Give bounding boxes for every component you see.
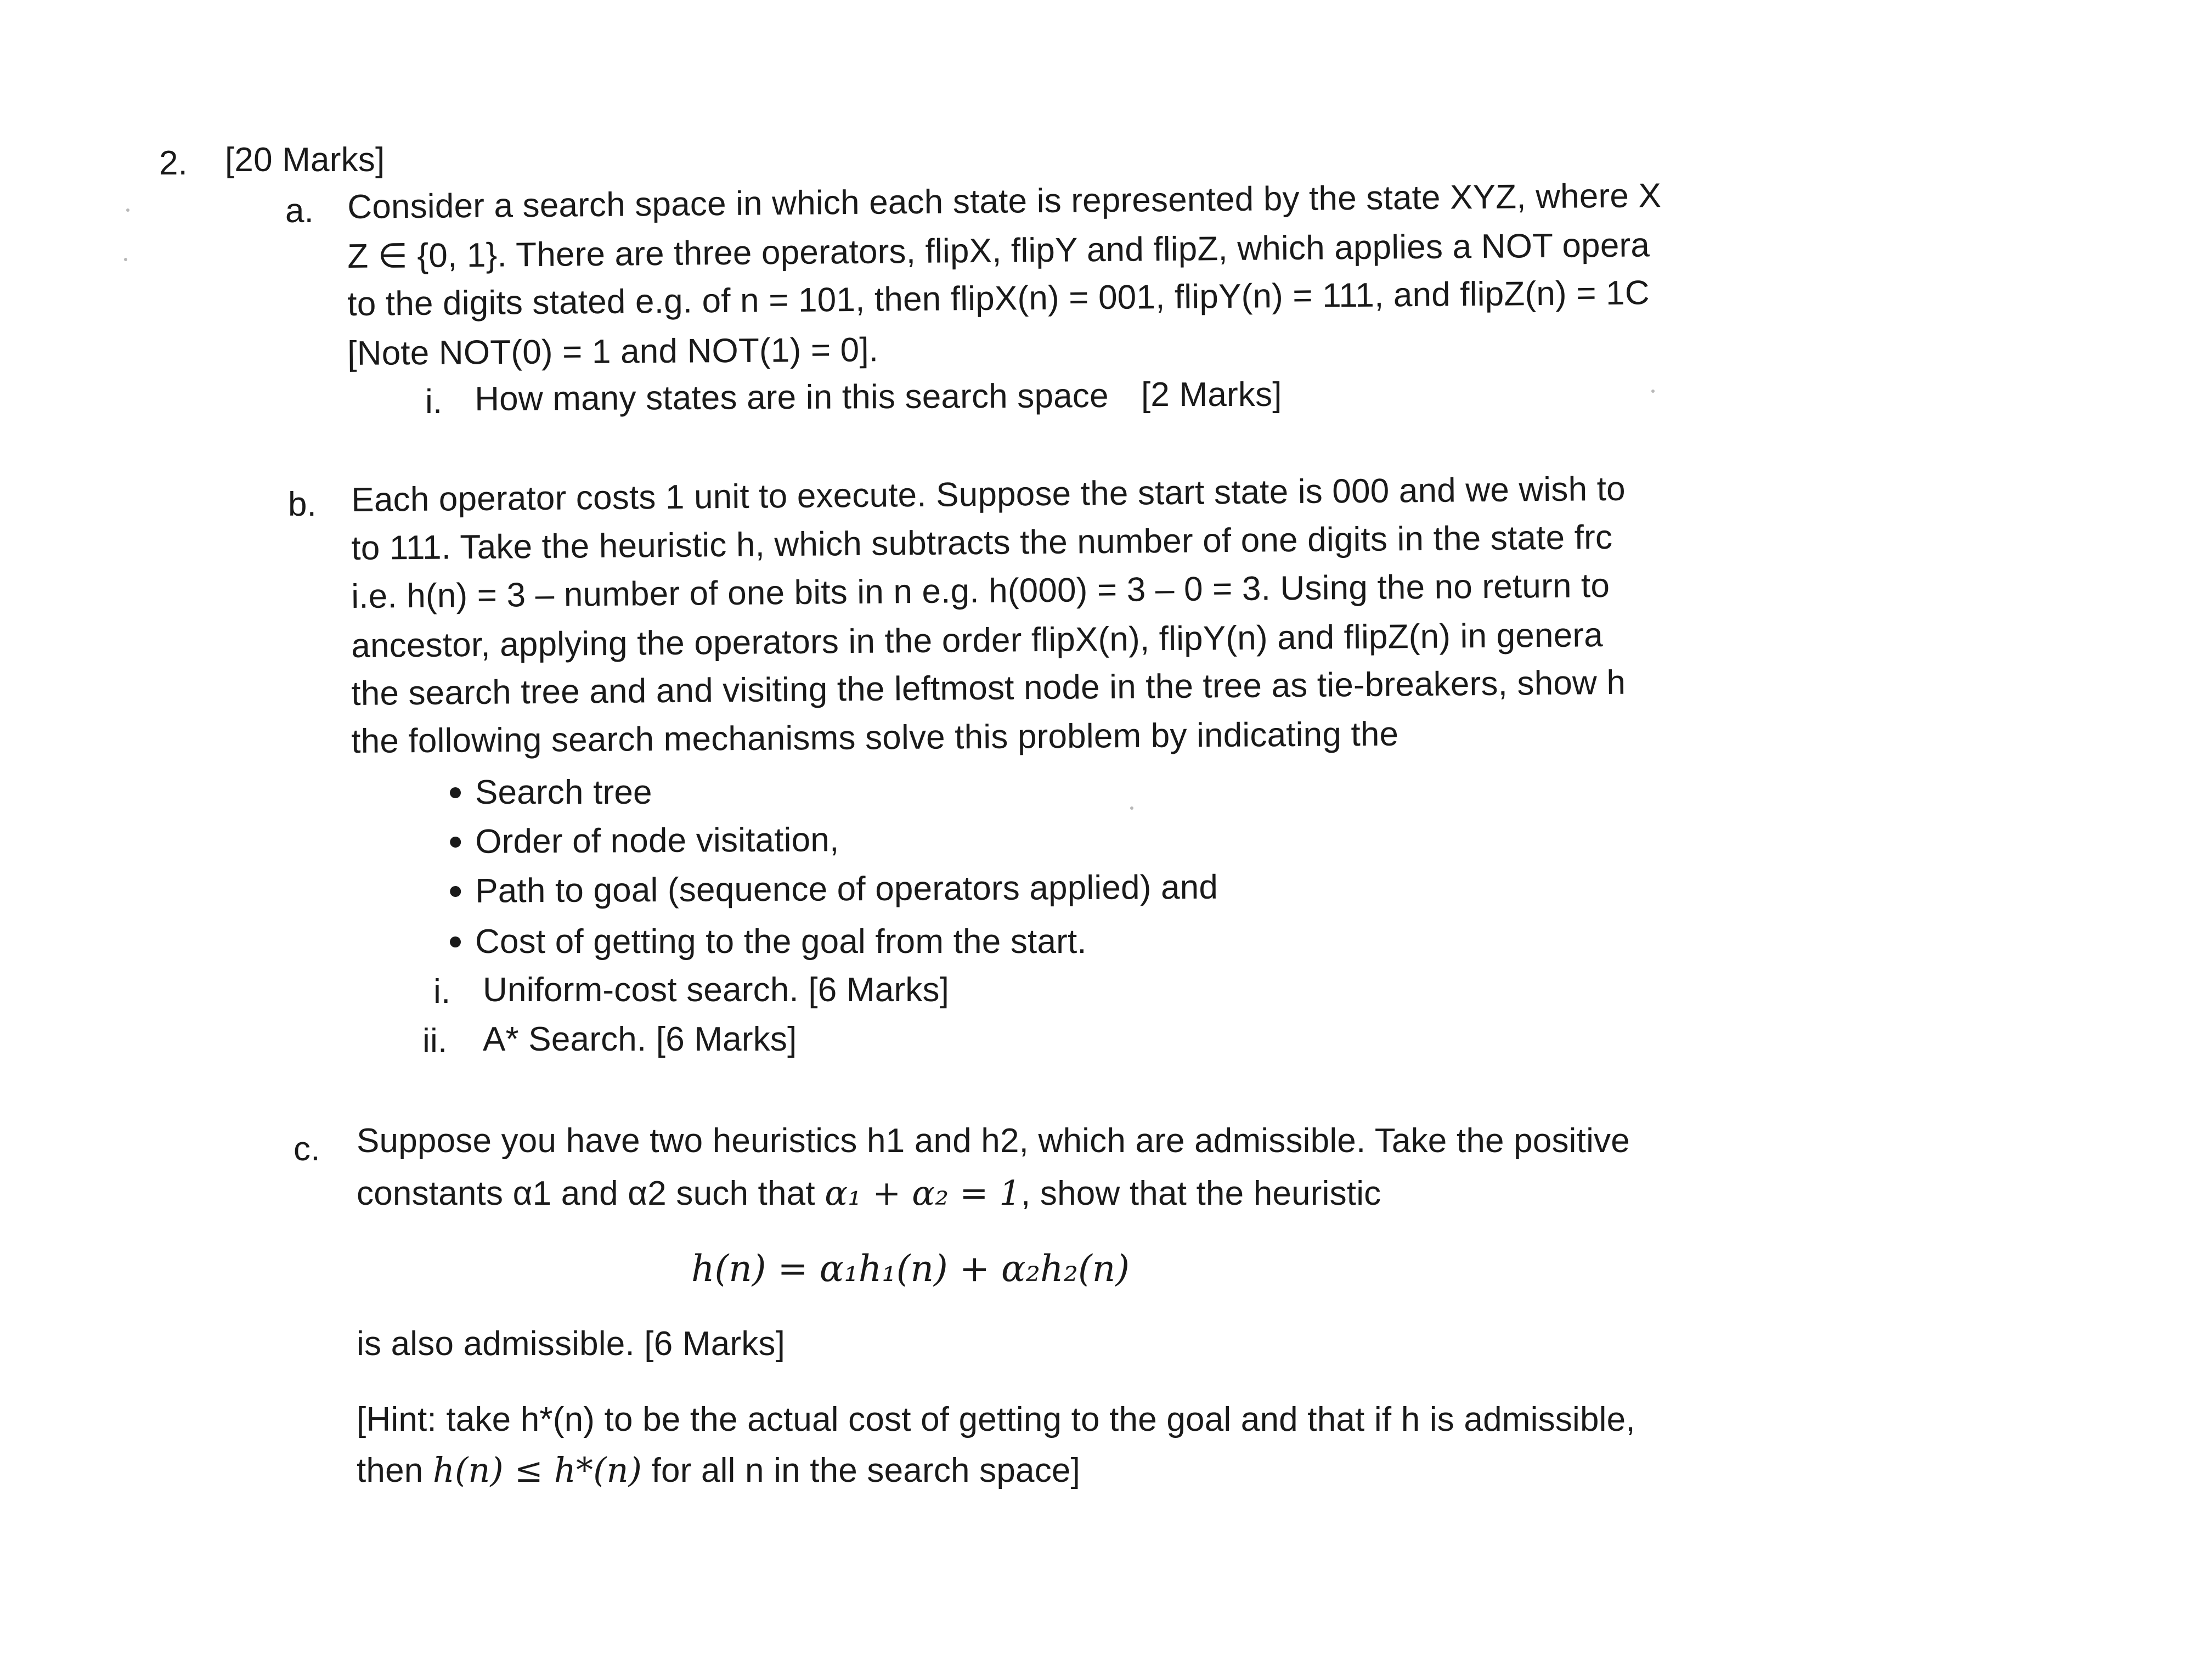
part-a-line-2: Z ∈ {0, 1}. There are three operators, flipX, flipY and flipZ, which applies a NOT opera xyxy=(347,226,1650,275)
scan-speck xyxy=(1130,806,1133,810)
part-c-label: c. xyxy=(294,1130,320,1168)
part-a-label: a. xyxy=(285,192,314,230)
bullet-item xyxy=(450,771,652,815)
bullet-dot-icon xyxy=(450,837,461,848)
scan-speck xyxy=(1651,390,1655,393)
part-b-line-3: i.e. h(n) = 3 – number of one bits in n e.g. h(000) = 3 – 0 = 3. Using the no return to xyxy=(351,566,1610,616)
part-b-line-5: the search tree and and visiting the leftmost node in the tree as tie-breakers, show h xyxy=(351,663,1626,713)
part-c-line-2-prefix: constants α1 and α2 such that xyxy=(357,1175,825,1212)
part-c-line-2 xyxy=(357,1171,1381,1216)
bullet-dot-icon xyxy=(450,936,461,947)
part-b-sub-i-label: i. xyxy=(433,973,451,1011)
part-c-line-2-suffix: , show that the heuristic xyxy=(1021,1175,1381,1212)
part-a-sub-i-text: How many states are in this search space xyxy=(475,376,1109,418)
hint-line-1: [Hint: take h*(n) to be the actual cost of getting to the goal and that if h is admissible, xyxy=(357,1401,1635,1438)
part-b-sub-ii-label: ii. xyxy=(422,1022,448,1060)
admissibility-inequality: h(n) ≤ h*(n) xyxy=(432,1450,642,1490)
part-c-also-admissible: is also admissible. [6 Marks] xyxy=(357,1325,786,1363)
part-a-sub-i-marks: [2 Marks] xyxy=(1141,376,1282,414)
part-b-label: b. xyxy=(288,486,317,523)
bullet-item xyxy=(450,920,1087,964)
hint-line-2-suffix: for all n in the search space] xyxy=(642,1452,1081,1489)
part-b-line-4: ancestor, applying the operators in the order flipX(n), flipY(n) and flipZ(n) in genera xyxy=(351,616,1604,665)
part-b-sub-i-text: Uniform-cost search. [6 Marks] xyxy=(483,971,950,1009)
part-a-line-4: [Note NOT(0) = 1 and NOT(1) = 0]. xyxy=(347,331,879,373)
heuristic-equation: h(n) = α₁h₁(n) + α₂h₂(n) xyxy=(691,1248,1130,1290)
bullet-dot-icon xyxy=(450,787,461,798)
hint-line-2-prefix: then xyxy=(357,1452,433,1489)
bullet-text: Cost of getting to the goal from the start. xyxy=(475,923,1087,961)
part-b-line-2: to 111. Take the heuristic h, which subtracts the number of one digits in the state frc xyxy=(351,518,1613,567)
bullet-item xyxy=(450,866,1218,913)
bullet-item xyxy=(450,818,839,864)
part-b-sub-ii-text: A* Search. [6 Marks] xyxy=(483,1020,797,1058)
part-b-line-6: the following search mechanisms solve this problem by indicating the xyxy=(351,715,1399,760)
bullet-dot-icon xyxy=(450,886,461,897)
bullet-text: Search tree xyxy=(475,774,652,811)
hint-line-2 xyxy=(357,1448,1080,1493)
question-marks: [20 Marks] xyxy=(225,141,385,179)
alpha-sum-equation: α₁ + α₂ = 1 xyxy=(825,1173,1022,1213)
bullet-text: Order of node visitation, xyxy=(475,821,839,861)
part-c-line-1: Suppose you have two heuristics h1 and h2, which are admissible. Take the positive xyxy=(357,1122,1630,1160)
scan-speck xyxy=(124,258,127,261)
bullet-text: Path to goal (sequence of operators applied) and xyxy=(475,868,1218,910)
part-a-sub-i-label: i. xyxy=(425,383,443,421)
part-a-line-3: to the digits stated e.g. of n = 101, then flipX(n) = 001, flipY(n) = 111, and flipZ(n) = 1C xyxy=(347,274,1650,323)
part-a-line-1: Consider a search space in which each state is represented by the state XYZ, where X xyxy=(347,177,1662,226)
question-number: 2. xyxy=(159,144,188,182)
part-b-line-1: Each operator costs 1 unit to execute. Suppose the start state is 000 and we wish to xyxy=(351,470,1626,519)
scan-speck xyxy=(126,208,129,212)
